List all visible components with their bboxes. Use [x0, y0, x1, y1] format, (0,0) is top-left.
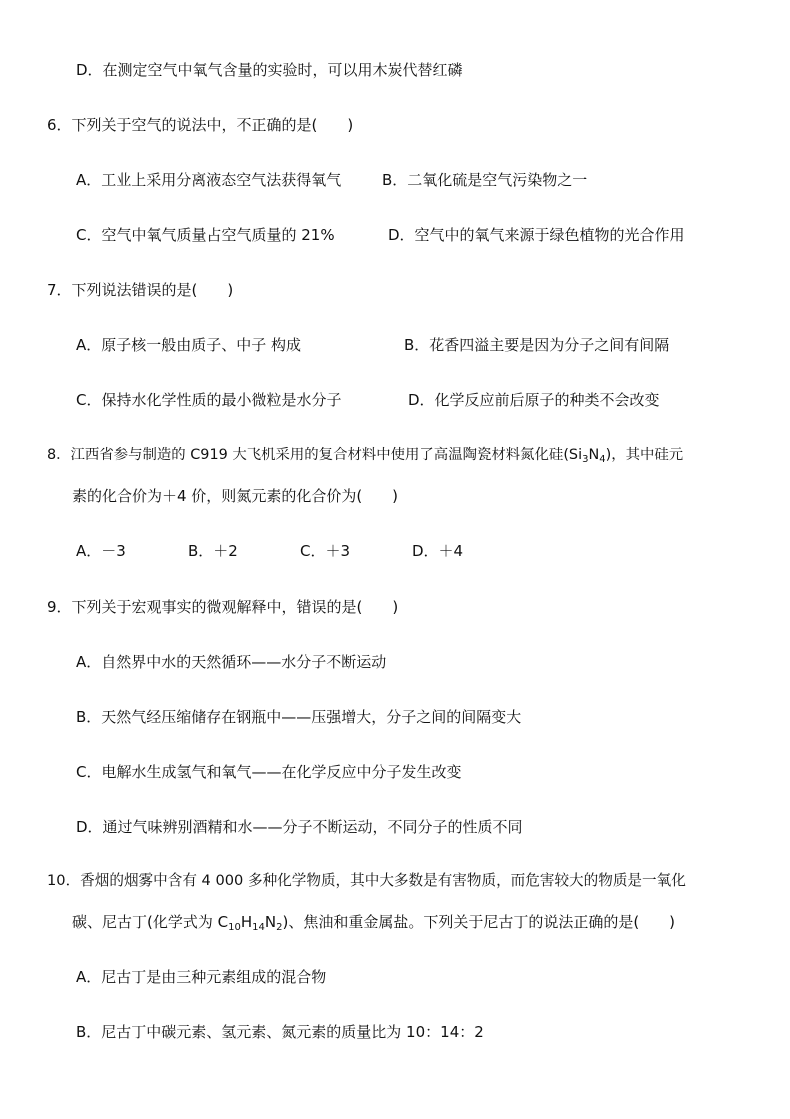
q8-sub-si: 3	[582, 454, 589, 465]
q10-stem: 10．香烟的烟雾中含有 4 000 多种化学物质，其中大多数是有害物质，而危害较大的物质是一氧化	[47, 872, 686, 889]
q7-option-a: A．原子核一般由质子、中子 构成	[76, 336, 302, 354]
q10-cont-pre: 碳、尼古丁(化学式为 C	[72, 913, 229, 931]
q6-option-a: A．工业上采用分离液态空气法获得氧气	[76, 171, 342, 189]
q9-option-a: A．自然界中水的天然循环——水分子不断运动	[76, 653, 387, 671]
q6-stem: 6．下列关于空气的说法中，不正确的是( )	[47, 116, 354, 134]
q8-stem-mid: N	[588, 447, 600, 463]
q10-sub-n: 2	[276, 922, 283, 933]
q10-sub-h: 14	[252, 922, 265, 933]
q8-option-a: A．－3	[76, 542, 126, 560]
q7-option-c: C．保持水化学性质的最小微粒是水分子	[76, 391, 342, 409]
q9-stem: 9．下列关于宏观事实的微观解释中，错误的是( )	[47, 598, 399, 616]
q8-stem-continued: 素的化合价为＋4 价，则氮元素的化合价为( )	[72, 487, 399, 505]
q10-stem-continued	[72, 912, 675, 932]
q8-option-d: D．＋4	[412, 542, 464, 560]
q10-mid-h: H	[240, 913, 253, 931]
q9-option-b: B．天然气经压缩储存在钢瓶中——压强增大，分子之间的间隔变大	[76, 708, 522, 726]
q6-option-b: B．二氧化硫是空气污染物之一	[382, 171, 588, 189]
q6-option-d: D．空气中的氧气来源于绿色植物的光合作用	[388, 226, 685, 244]
q5-option-d: D．在测定空气中氧气含量的实验时，可以用木炭代替红磷	[76, 61, 463, 79]
q8-sub-n: 4	[599, 454, 606, 465]
q9-option-d: D．通过气味辨别酒精和水——分子不断运动，不同分子的性质不同	[76, 818, 523, 836]
q9-option-c: C．电解水生成氢气和氧气——在化学反应中分子发生改变	[76, 763, 462, 781]
q8-stem-pre: 8．江西省参与制造的 C919 大飞机采用的复合材料中使用了高温陶瓷材料氮化硅(Si	[47, 447, 583, 463]
q8-option-c: C．＋3	[300, 542, 351, 560]
q10-option-a: A．尼古丁是由三种元素组成的混合物	[76, 968, 327, 986]
q8-option-b: B．＋2	[188, 542, 238, 560]
q8-stem-post: )，其中硅元	[605, 447, 684, 463]
q10-mid-n: N	[264, 913, 277, 931]
q10-cont-post: )、焦油和重金属盐。下列关于尼古丁的说法正确的是( )	[282, 913, 676, 931]
q7-option-b: B．花香四溢主要是因为分子之间有间隔	[404, 336, 670, 354]
q10-sub-c: 10	[228, 922, 241, 933]
q6-option-c: C．空气中氧气质量占空气质量的 21%	[76, 226, 335, 244]
q7-option-d: D．化学反应前后原子的种类不会改变	[408, 391, 660, 409]
q7-stem: 7．下列说法错误的是( )	[47, 281, 234, 299]
q10-option-b: B．尼古丁中碳元素、氢元素、氮元素的质量比为 10：14：2	[76, 1023, 484, 1041]
q8-stem	[47, 445, 683, 465]
